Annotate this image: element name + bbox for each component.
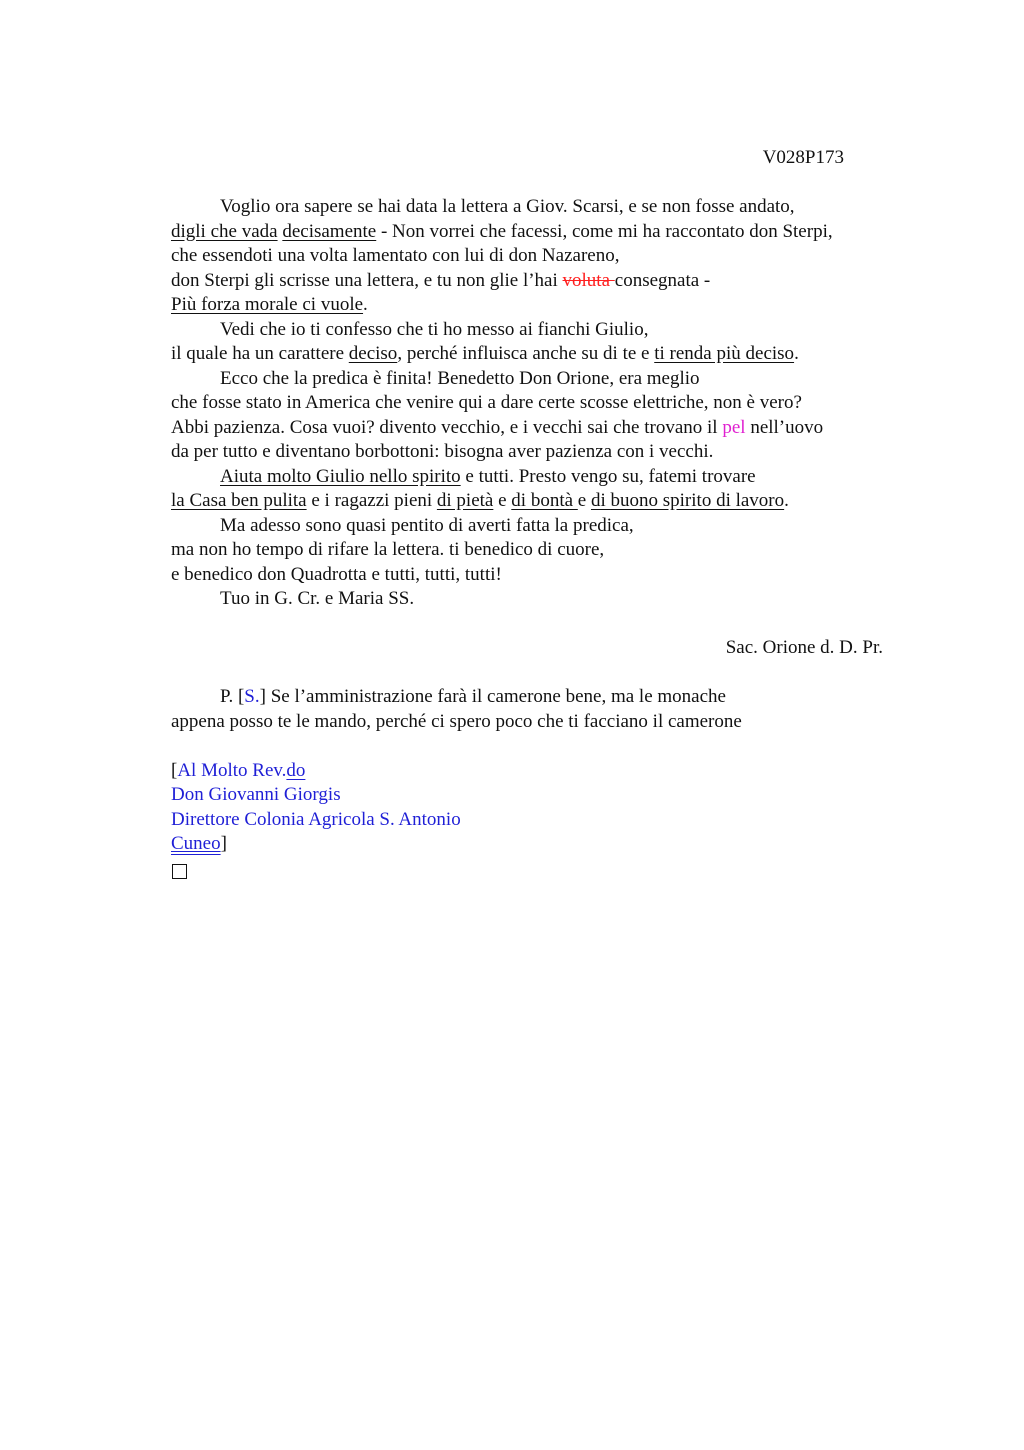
letter-line: e benedico don Quadrotta e tutti, tutti, tutti!: [171, 563, 502, 585]
letter-line: Aiuta molto Giulio nello spirito e tutti. Presto vengo su, fatemi trovare: [220, 465, 756, 487]
underlined-text: di bontà: [511, 490, 578, 511]
underlined-text: Più forza morale ci vuole: [171, 294, 364, 315]
letter-line: la Casa ben pulita e i ragazzi pieni di pietà e di bontà e di buono spirito di lavoro.: [171, 490, 789, 511]
underlined-text: la Casa ben pulita: [171, 490, 307, 511]
underlined-text: di buono spirito di lavoro: [590, 490, 785, 511]
underlined-text: deciso: [348, 343, 398, 364]
letter-line: che essendoti una volta lamentato con lui di don Nazareno,: [171, 245, 620, 266]
inserted-word: pel: [722, 416, 746, 438]
address-line: [Al Molto Rev.do: [171, 759, 306, 781]
letter-line: digli che vada decisamente - Non vorrei che facessi, come mi ha raccontato don Sterpi,: [171, 220, 833, 242]
address-line: Direttore Colonia Agricola S. Antonio: [171, 808, 461, 830]
letter-line: Abbi pazienza. Cosa vuoi? divento vecchio, e i vecchi sai che trovano il pel nell’uovo: [171, 416, 824, 438]
letter-line: Ecco che la predica è finita! Benedetto Don Orione, era meglio: [220, 367, 700, 389]
postscript-line: appena posso te le mando, perché ci spero poco che ti facciano il camerone: [171, 710, 742, 732]
letter-line: Voglio ora sapere se hai data la lettera a Giov. Scarsi, e se non fosse andato,: [220, 196, 795, 217]
closing-line: Tuo in G. Cr. e Maria SS.: [220, 588, 415, 609]
spacer: [171, 661, 931, 686]
underlined-text: ti renda più deciso: [654, 343, 795, 364]
letter-line: da per tutto e diventano borbottoni: bisogna aver pazienza con i vecchi.: [171, 441, 714, 462]
letter-line: Più forza morale ci vuole.: [171, 294, 368, 315]
signature: Sac. Orione d. D. Pr.: [725, 637, 883, 658]
address-line: Cuneo]: [171, 833, 227, 854]
letter-body: [171, 195, 931, 881]
address-line: Don Giovanni Giorgis: [171, 784, 341, 805]
end-marker: [171, 857, 931, 882]
address-city: Cuneo: [171, 833, 221, 854]
address-abbrev: do: [286, 759, 306, 781]
spacer: [171, 734, 931, 759]
postscript-line: P. [S.] Se l’amministrazione farà il camerone bene, ma le monache: [220, 686, 726, 707]
page-reference: V028P173: [762, 147, 844, 168]
underlined-text: decisamente: [282, 220, 377, 242]
deleted-word: voluta: [562, 269, 615, 291]
editorial-insertion: S.: [244, 686, 260, 707]
letter-line: il quale ha un carattere deciso, perché influisca anche su di te e ti renda più deciso.: [171, 343, 799, 364]
letter-line: ma non ho tempo di rifare la lettera. ti benedico di cuore,: [171, 539, 605, 560]
underlined-text: digli che vada: [171, 220, 278, 242]
square-icon: [172, 864, 187, 879]
letter-line: che fosse stato in America che venire qui a dare certe scosse elettriche, non è vero?: [171, 392, 802, 413]
underlined-text: Aiuta molto Giulio nello spirito: [220, 465, 461, 487]
letter-line: don Sterpi gli scrisse una lettera, e tu non glie l’hai voluta consegnata -: [171, 269, 711, 291]
letter-line: Vedi che io ti confesso che ti ho messo ai fianchi Giulio,: [220, 318, 649, 340]
underlined-text: di pietà: [436, 490, 494, 511]
letter-line: Ma adesso sono quasi pentito di averti fatta la predica,: [220, 514, 634, 536]
spacer: [171, 612, 931, 637]
